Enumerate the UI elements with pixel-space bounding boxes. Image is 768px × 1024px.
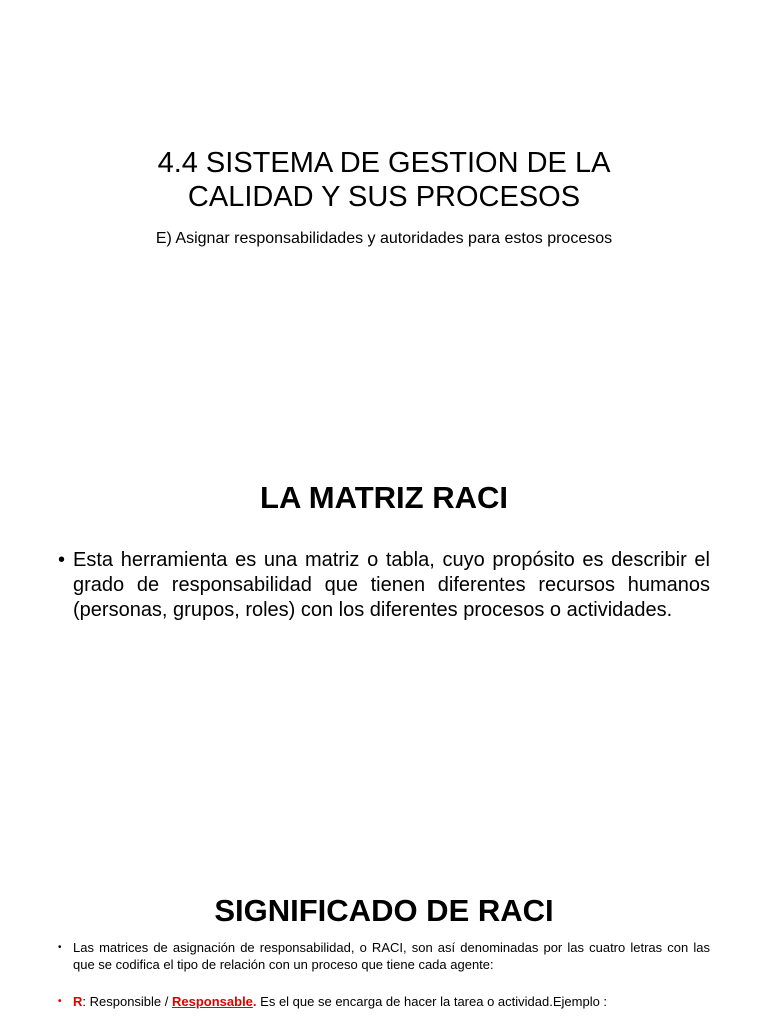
list-item	[58, 993, 710, 1010]
bullet-text: Las matrices de asignación de responsabilidad, o RACI, son así denominadas por las cuatro letras con las que se codifica el tipo de relación con un proceso que tiene cada agente:	[73, 940, 710, 972]
role-separator: : Responsible /	[82, 994, 172, 1009]
role-term-responsable: Responsable	[172, 994, 253, 1009]
slide-1	[0, 0, 768, 310]
bullet-marker: •	[58, 996, 62, 1007]
slide-3-bullet-list	[58, 939, 710, 1010]
role-term-dot: .	[252, 994, 257, 1009]
slide-1-title	[0, 146, 768, 214]
bullet-text: Esta herramienta es una matriz o tabla, cuyo propósito es describir el grado de responsabilidad que tienen diferentes recursos humanos (personas, grupos, roles) con los diferentes procesos o actividades.	[73, 549, 710, 621]
bullet-marker: •	[58, 942, 62, 953]
slide-3	[0, 860, 768, 1024]
slide-2-bullet-list	[58, 548, 710, 623]
title-line-1: 4.4 SISTEMA DE GESTION DE LA	[157, 147, 611, 179]
list-item	[58, 548, 710, 623]
slide-2	[0, 440, 768, 680]
slide-1-subtitle: E) Asignar responsabilidades y autoridades para estos procesos	[155, 230, 613, 247]
slide-2-title: LA MATRIZ RACI	[260, 480, 508, 515]
list-item	[58, 939, 710, 973]
role-description: Es el que se encarga de hacer la tarea o actividad.Ejemplo :	[256, 994, 608, 1009]
bullet-marker: •	[58, 549, 66, 571]
slide-3-title: SIGNIFICADO DE RACI	[214, 893, 554, 928]
raci-letter-r: R	[73, 994, 83, 1009]
title-line-2: CALIDAD Y SUS PROCESOS	[187, 181, 581, 213]
